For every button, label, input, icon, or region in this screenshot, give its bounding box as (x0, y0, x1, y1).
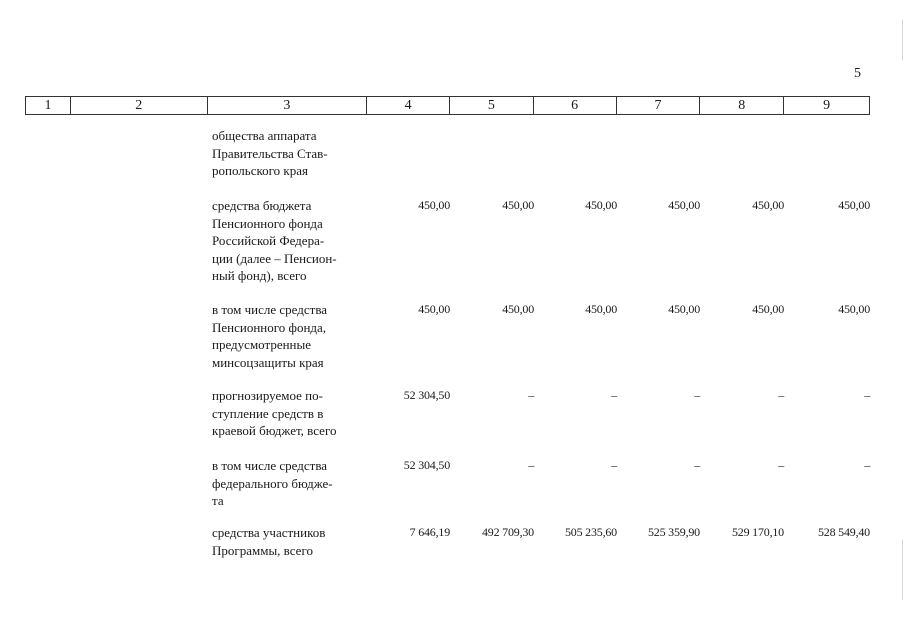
description-line: ный фонд), всего (212, 268, 307, 284)
value-cell-col-9: 450,00 (838, 302, 870, 316)
description-line: в том числе средства (212, 458, 328, 473)
description-line: федерального бюдже- (212, 475, 333, 491)
description-line: средства бюджета (212, 198, 312, 213)
header-cell-4: 4 (367, 97, 450, 114)
value-cell-col-4: 7 646,19 (409, 525, 450, 539)
header-cell-7: 7 (617, 97, 701, 114)
row-description (212, 197, 362, 285)
value-cell-col-4: 450,00 (418, 302, 450, 316)
value-cell-col-5: – (528, 388, 534, 402)
description-line: общества аппарата (212, 128, 317, 143)
description-line: предусмотренные (212, 337, 312, 353)
description-line: средства участников (212, 525, 326, 540)
header-cell-8: 8 (700, 97, 784, 114)
value-cell-col-6: 450,00 (585, 302, 617, 316)
description-line: в том числе средства (212, 302, 328, 317)
value-cell-col-8: 450,00 (752, 198, 784, 212)
value-cell-col-4: 450,00 (418, 198, 450, 212)
value-cell-col-9: 528 549,40 (817, 525, 870, 539)
description-line: ции (далее – Пенсион- (212, 250, 337, 266)
description-line: та (212, 493, 224, 509)
value-cell-col-6: 505 235,60 (564, 525, 617, 539)
value-cell-col-5: 492 709,30 (481, 525, 534, 539)
scan-edge-mark (902, 540, 903, 600)
row-description (212, 387, 362, 440)
header-cell-5: 5 (450, 97, 534, 114)
description-line: ропольского края (212, 163, 308, 179)
description-line: Пенсионного фонда (212, 215, 323, 231)
value-cell-col-8: 529 170,10 (731, 525, 784, 539)
description-line: Пенсионного фонда, (212, 319, 327, 335)
table-header-row (25, 96, 870, 115)
value-cell-col-6: – (611, 458, 617, 472)
value-cell-col-7: 525 359,90 (647, 525, 700, 539)
value-cell-col-7: 450,00 (668, 302, 700, 316)
row-description (212, 457, 362, 510)
value-cell-col-6: – (611, 388, 617, 402)
value-cell-col-8: – (778, 458, 784, 472)
value-cell-col-5: 450,00 (502, 302, 534, 316)
row-description (212, 524, 362, 559)
value-cell-col-9: – (864, 458, 870, 472)
value-cell-col-7: – (694, 458, 700, 472)
value-cell-col-7: 450,00 (668, 198, 700, 212)
value-cell-col-5: – (528, 458, 534, 472)
row-description (212, 127, 362, 180)
description-line: Правительства Став- (212, 145, 328, 161)
scan-edge-mark (902, 20, 903, 60)
page-number: 5 (854, 66, 861, 81)
value-cell-col-8: – (778, 388, 784, 402)
header-cell-3: 3 (208, 97, 368, 114)
row-description (212, 301, 362, 371)
value-cell-col-8: 450,00 (752, 302, 784, 316)
description-line: ступление средств в (212, 405, 324, 421)
header-cell-1: 1 (26, 97, 71, 114)
value-cell-col-6: 450,00 (585, 198, 617, 212)
description-line: прогнозируемое по- (212, 388, 323, 403)
value-cell-col-7: – (694, 388, 700, 402)
header-cell-6: 6 (534, 97, 617, 114)
value-cell-col-4: 52 304,50 (403, 458, 450, 472)
value-cell-col-9: 450,00 (838, 198, 870, 212)
description-line: краевой бюджет, всего (212, 423, 337, 439)
header-cell-2: 2 (71, 97, 208, 114)
value-cell-col-9: – (864, 388, 870, 402)
value-cell-col-5: 450,00 (502, 198, 534, 212)
description-line: Российской Федера- (212, 233, 325, 249)
header-cell-9: 9 (823, 98, 831, 113)
description-line: минсоцзащиты края (212, 354, 324, 370)
value-cell-col-4: 52 304,50 (403, 388, 450, 402)
description-line: Программы, всего (212, 542, 313, 558)
